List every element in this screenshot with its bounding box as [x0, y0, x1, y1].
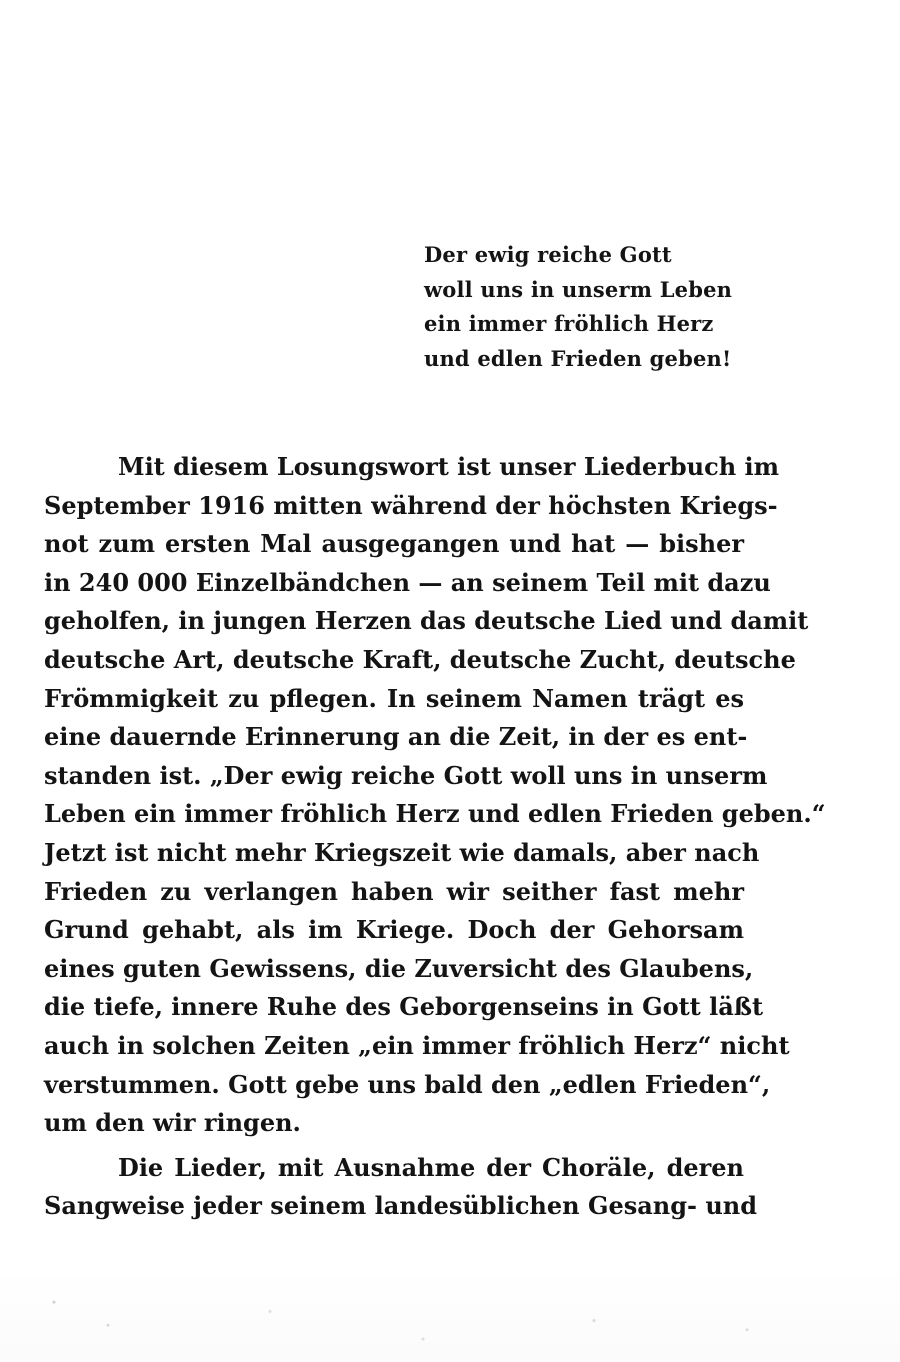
text-line: die tiefe, innere Ruhe des Geborgenseins in Gott läßt	[44, 992, 764, 1022]
motto-verse	[424, 238, 784, 376]
body-text	[44, 448, 826, 1226]
text-line: Frieden zu verlangen haben wir seither fast mehr	[44, 876, 744, 906]
text-line: September 1916 mitten während der höchsten Kriegs-	[44, 490, 778, 520]
text-line: Jetzt ist nicht mehr Kriegszeit wie damals, aber nach	[44, 837, 760, 867]
motto-line: Der ewig reiche Gott	[424, 242, 672, 267]
text-line: in 240 000 Einzelbändchen — an seinem Teil mit dazu	[44, 567, 771, 597]
text-line: not zum ersten Mal ausgegangen und hat — bisher	[44, 529, 744, 559]
scan-noise	[0, 1270, 900, 1362]
text-line: geholfen, in jungen Herzen das deutsche Lied und damit	[44, 606, 809, 636]
motto-line: ein immer fröhlich Herz	[424, 311, 714, 336]
text-line: um den wir ringen.	[44, 1108, 301, 1138]
text-line: standen ist. „Der ewig reiche Gott woll uns in unserm	[44, 760, 768, 790]
text-line: Mit diesem Losungswort ist unser Liederbuch im	[118, 452, 780, 481]
text-line: Leben ein immer fröhlich Herz und edlen Frieden geben.“	[44, 799, 826, 829]
motto-line: und edlen Frieden geben!	[424, 345, 732, 371]
text-line: verstummen. Gott gebe uns bald den „edlen Frieden“,	[44, 1069, 771, 1099]
text-line: eine dauernde Erinnerung an die Zeit, in der es ent-	[44, 722, 748, 752]
text-line: deutsche Art, deutsche Kraft, deutsche Zucht, deutsche	[44, 644, 796, 674]
text-line: auch in solchen Zeiten „ein immer fröhlich Herz“ nicht	[44, 1030, 790, 1060]
text-line: Die Lieder, mit Ausnahme der Choräle, deren	[118, 1152, 744, 1182]
text-line: Grund gehabt, als im Kriege. Doch der Gehorsam	[44, 915, 744, 945]
text-line: Sangweise jeder seinem landesüblichen Gesang- und	[44, 1191, 758, 1221]
motto-line: woll uns in unserm Leben	[424, 276, 733, 302]
text-line: eines guten Gewissens, die Zuversicht des Glaubens,	[44, 953, 754, 983]
text-line: Frömmigkeit zu pflegen. In seinem Namen trägt es	[44, 683, 744, 713]
